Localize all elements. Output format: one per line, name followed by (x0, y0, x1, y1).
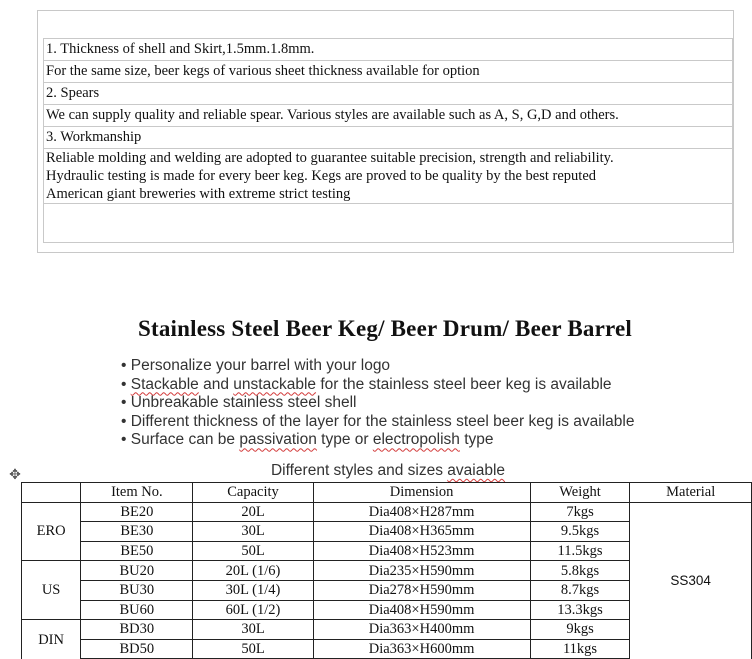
table-caption (0, 462, 752, 480)
weight-cell: 13.3kgs (530, 600, 630, 620)
item-cell: BD50 (81, 639, 193, 659)
info-row (44, 127, 733, 149)
header-weight: Weight (530, 483, 630, 503)
group-cell-us: US (22, 561, 81, 620)
capacity-cell: 60L (1/2) (193, 600, 313, 620)
item-cell: BU60 (81, 600, 193, 620)
feature-text: type (459, 431, 494, 449)
header-item-no: Item No. (81, 483, 193, 503)
dimension-cell: Dia408×H590mm (313, 600, 530, 620)
info-cell-spears-desc: We can supply quality and reliable spear. Various styles are available such as A, S, G,D and others. (44, 105, 733, 127)
info-row (44, 105, 733, 127)
feature-text: for the stainless steel beer keg is available (316, 375, 612, 393)
group-cell-din: DIN (22, 620, 81, 659)
header-capacity: Capacity (193, 483, 313, 503)
item-cell: BD30 (81, 620, 193, 640)
material-cell: SS304 (630, 502, 752, 659)
spellcheck-word[interactable]: unstackable (233, 375, 317, 393)
weight-cell: 11kgs (530, 639, 630, 659)
item-cell: BU30 (81, 580, 193, 600)
caption-text: Different styles and sizes (270, 462, 448, 479)
dimension-cell: Dia408×H287mm (313, 502, 530, 522)
header-group (22, 483, 81, 503)
feature-item (121, 431, 634, 450)
feature-item (121, 376, 634, 395)
info-table (43, 38, 733, 243)
feature-text: type or (316, 431, 373, 449)
capacity-cell: 50L (193, 541, 313, 561)
feature-text: Personalize your barrel with your logo (130, 357, 391, 374)
dimension-cell: Dia363×H600mm (313, 639, 530, 659)
dimension-cell: Dia408×H365mm (313, 522, 530, 542)
capacity-cell: 20L (193, 502, 313, 522)
info-row-empty (44, 204, 733, 243)
spellcheck-word[interactable]: electropolish (372, 431, 460, 449)
page-heading: Stainless Steel Beer Keg/ Beer Drum/ Beer Barrel (138, 316, 632, 341)
info-row (44, 39, 733, 61)
info-cell-thickness-desc: For the same size, beer kegs of various sheet thickness available for option (44, 61, 733, 83)
feature-item (121, 413, 634, 432)
info-row (44, 149, 733, 204)
info-cell-thickness-title: 1. Thickness of shell and Skirt,1.5mm.1.8mm. (44, 39, 733, 61)
spellcheck-word[interactable]: passivation (239, 431, 317, 449)
feature-item (121, 394, 634, 413)
info-cell-workmanship-title: 3. Workmanship (44, 127, 733, 149)
weight-cell: 9kgs (530, 620, 630, 640)
spellcheck-word[interactable]: Stackable (130, 375, 199, 393)
weight-cell: 7kgs (530, 502, 630, 522)
capacity-cell: 30L (193, 620, 313, 640)
item-cell: BU20 (81, 561, 193, 581)
capacity-cell: 50L (193, 639, 313, 659)
weight-cell: 8.7kgs (530, 580, 630, 600)
item-cell: BE50 (81, 541, 193, 561)
move-arrows-icon[interactable]: ✥ (9, 467, 21, 483)
feature-item (121, 357, 634, 376)
header-material: Material (630, 483, 752, 503)
spellcheck-word[interactable]: avaiable (447, 462, 506, 479)
item-cell: BE20 (81, 502, 193, 522)
item-cell: BE30 (81, 522, 193, 542)
header-dimension: Dimension (313, 483, 530, 503)
weight-cell: 5.8kgs (530, 561, 630, 581)
capacity-cell: 30L (1/4) (193, 580, 313, 600)
feature-text: and (198, 375, 234, 393)
product-table (21, 482, 752, 659)
weight-cell: 9.5kgs (530, 522, 630, 542)
group-cell-ero: ERO (22, 502, 81, 561)
info-row (44, 61, 733, 83)
dimension-cell: Dia278×H590mm (313, 580, 530, 600)
feature-list (121, 357, 634, 450)
table-row (22, 502, 752, 522)
info-cell-workmanship-desc: Reliable molding and welding are adopted to guarantee suitable precision, strength and reliability. Hydraulic testing is made for every beer keg. Kegs are proved to be quality by the best reputed American giant breweries with extreme strict testing (44, 149, 733, 204)
info-cell-empty (44, 204, 733, 243)
dimension-cell: Dia408×H523mm (313, 541, 530, 561)
dimension-cell: Dia363×H400mm (313, 620, 530, 640)
feature-text: Surface can be (130, 431, 240, 449)
dimension-cell: Dia235×H590mm (313, 561, 530, 581)
capacity-cell: 30L (193, 522, 313, 542)
info-row (44, 83, 733, 105)
info-cell-spears-title: 2. Spears (44, 83, 733, 105)
feature-text: Unbreakable stainless steel shell (130, 394, 357, 412)
capacity-cell: 20L (1/6) (193, 561, 313, 581)
feature-text: Different thickness of the layer for the stainless steel beer keg is available (130, 412, 635, 430)
table-header-row (22, 483, 752, 503)
weight-cell: 11.5kgs (530, 541, 630, 561)
